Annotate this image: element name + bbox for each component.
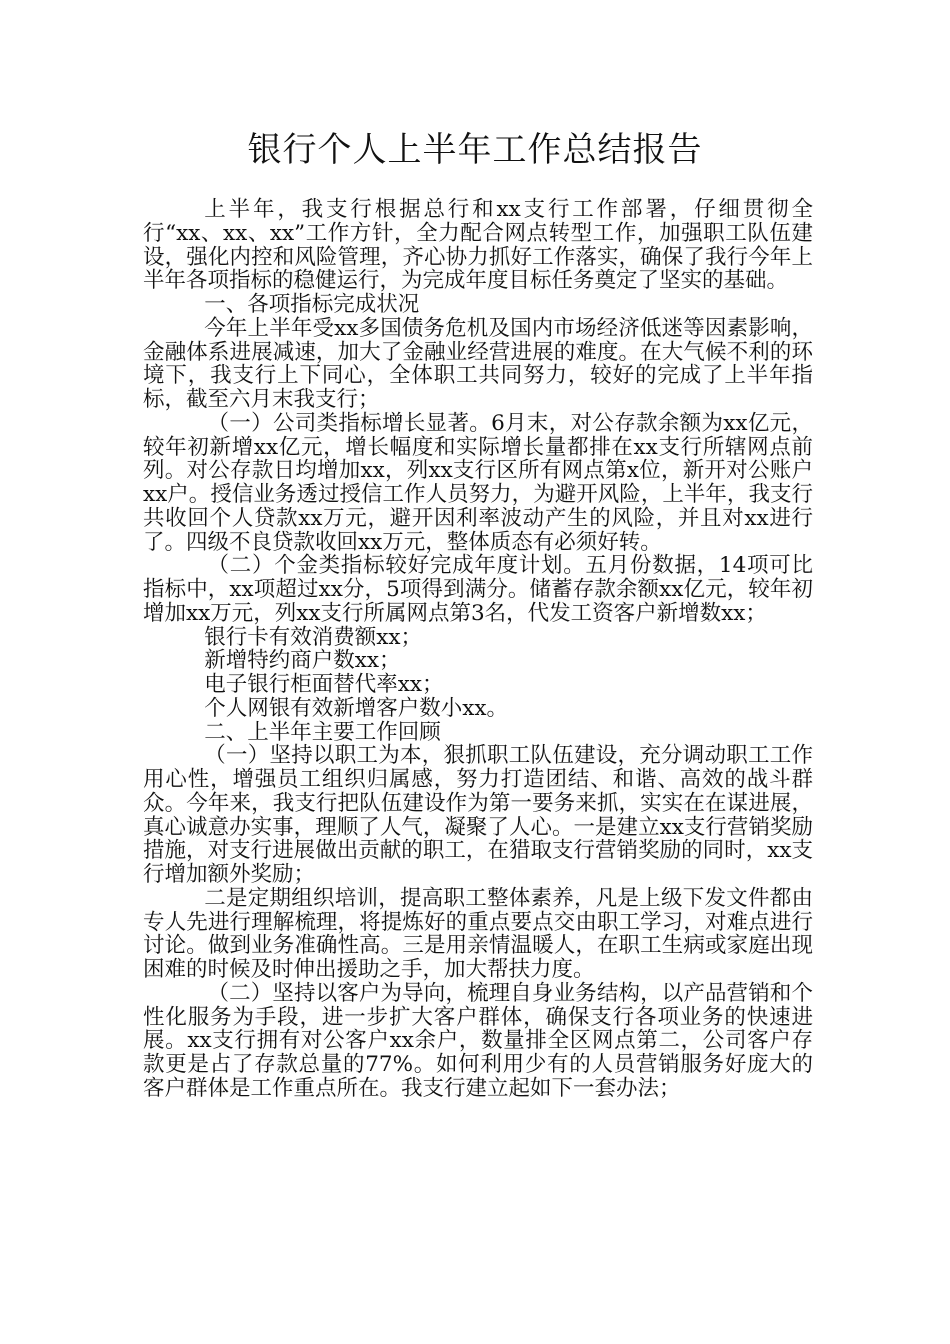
body-paragraph: （二）坚持以客户为导向，梳理自身业务结构，以产品营销和个性化服务为手段，进一步扩大客户群体，确保支行各项业务的快速进展。xx支行拥有对公客户xx余户，数量排全区网点第二，公司客户存款更是占了存款总量的77%。如何利用少有的人员营销服务好庞大的客户群体是工作重点所在。我支行建立起如下一套办法；: [143, 980, 813, 1101]
section-heading-2: 二、上半年主要工作回顾: [204, 719, 441, 745]
list-item: 银行卡有效消费额xx；: [204, 624, 423, 650]
body-paragraph: （一）公司类指标增长显著。6月末，对公存款余额为xx亿元，较年初新增xx亿元，增长幅度和实际增长量都排在xx支行所辖网点前列。对公存款日均增加xx，列xx支行区所有网点第x位，新开对公账户xx户。授信业务透过授信工作人员努力，为避开风险，上半年，我支行共收回个人贷款xx万元，避开因利率波动产生的风险，并且对xx进行了。四级不良贷款收回xx万元，整体质态有必须好转。: [143, 410, 813, 555]
body-paragraph: （一）坚持以职工为本，狠抓职工队伍建设，充分调动职工工作用心性，增强员工组织归属感，努力打造团结、和谐、高效的战斗群众。今年来，我支行把队伍建设作为第一要务来抓，实实在在谋进展，真心诚意办实事，理顺了人气，凝聚了人心。一是建立xx支行营销奖励措施，对支行进展做出贡献的职工，在猎取支行营销奖励的同时，xx支行增加额外奖励；: [143, 743, 813, 887]
body-paragraph: 二是定期组织培训，提高职工整体素养，凡是上级下发文件都由专人先进行理解梳理，将提炼好的重点要点交由职工学习，对难点进行讨论。做到业务准确性高。三是用亲情温暖人，在职工生病或家庭出现困难的时候及时伸出援助之手，加大帮扶力度。: [143, 885, 813, 982]
list-item: 电子银行柜面替代率xx；: [204, 672, 444, 697]
body-paragraph: 今年上半年受xx多国债务危机及国内市场经济低迷等因素影响，金融体系进展减速，加大了金融业经营进展的难度。在大气候不利的环境下，我支行上下同心，全体职工共同努力，较好的完成了上半年指标，截至六月末我支行；: [143, 315, 813, 412]
body-paragraph: （二）个金类指标较好完成年度计划。五月份数据，14项可比指标中，xx项超过xx分，5项得到满分。储蓄存款余额xx亿元，较年初增加xx万元，列xx支行所属网点第3名，代发工资客户新增数xx；: [143, 553, 813, 626]
list-item: 新增特约商户数xx；: [204, 648, 401, 674]
section-heading-1: 一、各项指标完成状况: [204, 292, 420, 317]
document-body: [143, 198, 813, 1101]
intro-paragraph: 上半年，我支行根据总行和xx支行工作部署，仔细贯彻全行“xx、xx、xx”工作方针，全力配合网点转型工作，加强职工队伍建设，强化内控和风险管理，齐心协力抓好工作落实，确保了我行今年上半年各项指标的稳健运行，为完成年度目标任务奠定了坚实的基础。: [143, 197, 813, 294]
document-title: 银行个人上半年工作总结报告: [247, 130, 703, 170]
list-item: 个人网银有效新增客户数小xx。: [204, 695, 509, 721]
